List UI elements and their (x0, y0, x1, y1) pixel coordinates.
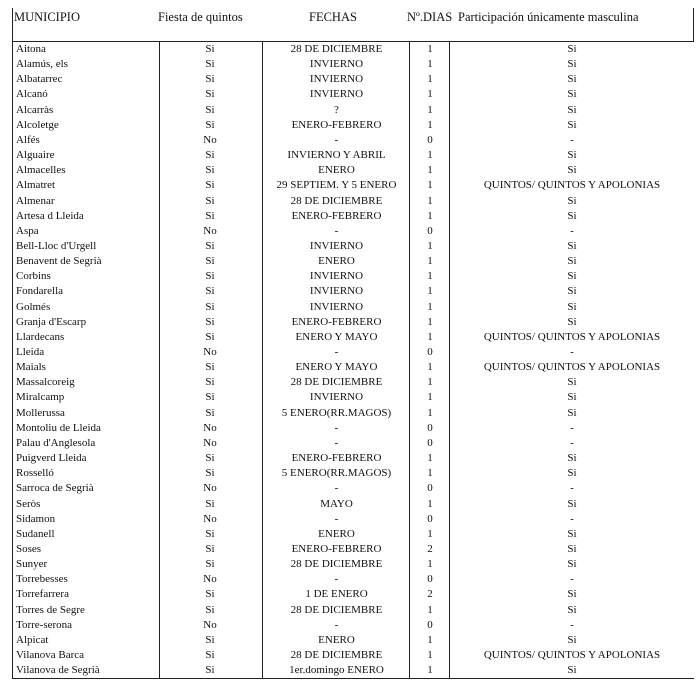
municipio-cell: Artesa d Lleida (16, 209, 84, 222)
municipio-cell: Montoliu de Lleida (16, 421, 101, 434)
municipio-cell: Rosselló (16, 467, 54, 480)
fiesta-cell: Si (205, 406, 215, 419)
fiesta-cell: Si (205, 558, 215, 571)
table-row (0, 284, 700, 299)
dias-cell: 0 (427, 482, 433, 495)
dias-cell: 0 (427, 436, 433, 449)
fiesta-cell: Si (205, 73, 215, 86)
participacion-cell: - (570, 512, 574, 525)
table-row (0, 663, 700, 678)
participacion-cell: Si (567, 285, 577, 298)
table-row (0, 103, 700, 118)
fiesta-cell: No (203, 346, 217, 358)
dias-cell: 1 (427, 330, 433, 343)
dias-cell: 1 (427, 270, 433, 283)
participacion-cell: QUINTOS/ QUINTOS Y APOLONIAS (483, 361, 661, 374)
fiesta-cell: Si (205, 149, 215, 162)
dias-cell: 1 (427, 497, 433, 510)
fiesta-cell: No (203, 133, 217, 146)
table-row (0, 42, 700, 57)
fechas-cell: 28 DE DICIEMBRE (290, 649, 383, 661)
table-row (0, 345, 700, 360)
fiesta-cell: No (203, 482, 217, 495)
fechas-cell: - (334, 573, 339, 586)
participacion-cell: Si (567, 194, 577, 207)
fechas-cell: ENERO-FEBRERO (291, 118, 382, 131)
municipio-cell: Torrebesses (16, 573, 68, 586)
participacion-cell: Si (567, 588, 577, 601)
municipio-cell: Aitona (16, 43, 46, 55)
fechas-cell: 28 DE DICIEMBRE (290, 43, 383, 55)
participacion-cell: Si (567, 164, 577, 177)
fechas-cell: - (334, 346, 339, 358)
fechas-cell: - (334, 436, 339, 449)
fiesta-cell: Si (205, 361, 215, 374)
participacion-cell: Si (567, 300, 577, 313)
table-row (0, 603, 700, 618)
fechas-cell: INVIERNO (309, 300, 364, 313)
municipio-cell: Alcoletge (16, 118, 59, 131)
fiesta-cell: Si (205, 209, 215, 222)
fechas-cell: 28 DE DICIEMBRE (290, 558, 383, 571)
municipio-cell: Almatret (16, 179, 56, 192)
participacion-cell: Si (567, 270, 577, 283)
participacion-cell: Si (567, 43, 577, 55)
dias-cell: 1 (427, 164, 433, 177)
dias-cell: 1 (427, 633, 433, 646)
participacion-cell: QUINTOS/ QUINTOS Y APOLONIAS (483, 179, 661, 192)
fiesta-cell: Si (205, 194, 215, 207)
dias-cell: 1 (427, 209, 433, 222)
fechas-cell: ? (334, 103, 339, 116)
table-row (0, 466, 700, 481)
municipio-cell: Palau d'Anglesola (16, 436, 96, 449)
fechas-cell: ENERO (318, 164, 355, 177)
fiesta-cell: Si (205, 452, 215, 465)
fechas-cell: - (334, 512, 339, 525)
dias-cell: 1 (427, 649, 433, 661)
table-row (0, 194, 700, 209)
dias-cell: 0 (427, 421, 433, 434)
fiesta-cell: Si (205, 664, 215, 677)
fiesta-cell: Si (205, 603, 215, 616)
dias-cell: 1 (427, 194, 433, 207)
dias-cell: 1 (427, 43, 433, 55)
header-municipio: MUNICIPIO (14, 10, 80, 24)
fiesta-cell: Si (205, 467, 215, 480)
participacion-cell: Si (567, 209, 577, 222)
header-fiesta: Fiesta de quintos (158, 10, 243, 24)
participacion-cell: - (570, 133, 574, 146)
municipio-cell: Massalcoreig (16, 376, 75, 389)
table-row (0, 633, 700, 648)
municipio-cell: Benavent de Segrià (16, 255, 102, 268)
municipio-cell: Alpicat (16, 633, 49, 646)
fechas-cell: INVIERNO (309, 285, 364, 298)
fiesta-cell: Si (205, 497, 215, 510)
participacion-cell: - (570, 573, 574, 586)
participacion-cell: - (570, 224, 574, 237)
fechas-cell: 1er.domingo ENERO (289, 664, 384, 677)
participacion-cell: Si (567, 73, 577, 86)
municipio-cell: Alcanó (16, 88, 48, 101)
fechas-cell: ENERO-FEBRERO (291, 315, 382, 328)
municipio-cell: Sarroca de Segrià (16, 482, 94, 495)
municipio-cell: Granja d'Escarp (16, 315, 87, 328)
municipio-cell: Almenar (16, 194, 55, 207)
municipio-cell: Alamús, els (16, 58, 68, 71)
dias-cell: 1 (427, 527, 433, 540)
fechas-cell: 5 ENERO(RR.MAGOS) (281, 467, 392, 480)
fiesta-cell: No (203, 436, 217, 449)
fiesta-cell: No (203, 421, 217, 434)
table-row (0, 72, 700, 87)
participacion-cell: Si (567, 603, 577, 616)
municipio-cell: Mollerussa (16, 406, 65, 419)
municipio-cell: Corbins (16, 270, 51, 283)
participacion-cell: Si (567, 88, 577, 101)
table-row (0, 87, 700, 102)
municipio-cell: Torrefarrera (16, 588, 69, 601)
dias-cell: 1 (427, 255, 433, 268)
dias-cell: 0 (427, 133, 433, 146)
fechas-cell: ENERO (318, 633, 355, 646)
table-row (0, 300, 700, 315)
table-row (0, 512, 700, 527)
table-row (0, 148, 700, 163)
table-row (0, 315, 700, 330)
dias-cell: 1 (427, 149, 433, 162)
dias-cell: 1 (427, 391, 433, 404)
header-dias: Nº.DIAS (407, 10, 453, 24)
fiesta-cell: No (203, 224, 217, 237)
table-row (0, 163, 700, 178)
dias-cell: 1 (427, 88, 433, 101)
fiesta-cell: Si (205, 43, 215, 55)
fiesta-cell: Si (205, 542, 215, 555)
fiesta-cell: Si (205, 88, 215, 101)
participacion-cell: Si (567, 542, 577, 555)
fechas-cell: INVIERNO (309, 239, 364, 252)
dias-cell: 1 (427, 73, 433, 86)
table-row (0, 618, 700, 633)
table-row (0, 572, 700, 587)
municipio-cell: Almacelles (16, 164, 66, 177)
participacion-cell: - (570, 421, 574, 434)
municipio-cell: Torre-serona (16, 618, 73, 631)
table-row (0, 330, 700, 345)
dias-cell: 1 (427, 300, 433, 313)
dias-cell: 1 (427, 179, 433, 192)
municipio-cell: Vilanova Barca (16, 649, 85, 661)
dias-cell: 2 (427, 542, 433, 555)
table-row (0, 118, 700, 133)
participacion-cell: Si (567, 58, 577, 71)
table-row (0, 269, 700, 284)
table-row (0, 557, 700, 572)
table-row (0, 542, 700, 557)
municipio-cell: Fondarella (16, 285, 64, 298)
table-row (0, 209, 700, 224)
fechas-cell: 28 DE DICIEMBRE (290, 603, 383, 616)
fechas-cell: 28 DE DICIEMBRE (290, 194, 383, 207)
table-row (0, 587, 700, 602)
fechas-cell: - (334, 224, 339, 237)
table-row (0, 254, 700, 269)
participacion-cell: Si (567, 149, 577, 162)
header-fechas: FECHAS (309, 10, 357, 24)
municipio-cell: Albatarrec (16, 73, 63, 86)
participacion-cell: Si (567, 633, 577, 646)
municipio-cell: Soses (16, 542, 42, 555)
table-row (0, 375, 700, 390)
fechas-cell: - (334, 482, 339, 495)
fechas-cell: 1 DE ENERO (305, 588, 368, 601)
fiesta-cell: No (203, 573, 217, 586)
participacion-cell: - (570, 618, 574, 631)
municipio-cell: Seròs (16, 497, 41, 510)
fiesta-cell: Si (205, 58, 215, 71)
dias-cell: 0 (427, 346, 433, 358)
participacion-cell: Si (567, 315, 577, 328)
participacion-cell: Si (567, 558, 577, 571)
fiesta-cell: Si (205, 103, 215, 116)
municipio-cell: Bell-Lloc d'Urgell (16, 239, 97, 252)
table-row (0, 406, 700, 421)
municipio-cell: Alfés (16, 133, 40, 146)
dias-cell: 1 (427, 558, 433, 571)
fechas-cell: INVIERNO (309, 73, 364, 86)
table-row (0, 481, 700, 496)
municipio-cell: Alcarràs (16, 103, 54, 116)
participacion-cell: Si (567, 118, 577, 131)
municipio-cell: Alguaire (16, 149, 55, 162)
dias-cell: 1 (427, 467, 433, 480)
fiesta-cell: Si (205, 315, 215, 328)
table-row (0, 360, 700, 375)
participacion-cell: Si (567, 239, 577, 252)
fiesta-cell: Si (205, 300, 215, 313)
table-row (0, 57, 700, 72)
participacion-cell: Si (567, 391, 577, 404)
header-participacion: Participación únicamente masculina (458, 10, 639, 24)
dias-cell: 1 (427, 58, 433, 71)
fiesta-cell: Si (205, 285, 215, 298)
dias-cell: 1 (427, 103, 433, 116)
fechas-cell: MAYO (320, 497, 353, 510)
participacion-cell: - (570, 436, 574, 449)
fechas-cell: INVIERNO (309, 391, 364, 404)
fiesta-cell: No (203, 618, 217, 631)
participacion-cell: Si (567, 497, 577, 510)
fiesta-cell: Si (205, 179, 215, 192)
table-row (0, 239, 700, 254)
municipio-cell: Lleida (16, 346, 45, 358)
fechas-cell: 29 SEPTIEM. Y 5 ENERO (276, 179, 397, 192)
table-row (0, 451, 700, 466)
fechas-cell: INVIERNO (309, 270, 364, 283)
municipio-cell: Maials (16, 361, 46, 374)
participacion-cell: QUINTOS/ QUINTOS Y APOLONIAS (483, 330, 661, 343)
fiesta-cell: Si (205, 255, 215, 268)
participacion-cell: Si (567, 664, 577, 677)
dias-cell: 0 (427, 512, 433, 525)
participacion-cell: Si (567, 103, 577, 116)
fechas-cell: INVIERNO (309, 58, 364, 71)
municipio-cell: Miralcamp (16, 391, 65, 404)
table-row (0, 178, 700, 193)
participacion-cell: Si (567, 467, 577, 480)
dias-cell: 1 (427, 118, 433, 131)
fiesta-cell: Si (205, 649, 215, 661)
dias-cell: 1 (427, 285, 433, 298)
table-row (0, 527, 700, 542)
fiesta-cell: Si (205, 164, 215, 177)
table-row (0, 390, 700, 405)
dias-cell: 1 (427, 664, 433, 677)
municipio-cell: Golmés (16, 300, 51, 313)
participacion-cell: Si (567, 452, 577, 465)
table-row (0, 648, 700, 663)
dias-cell: 0 (427, 573, 433, 586)
municipio-cell: Puigverd Lleida (16, 452, 87, 465)
fiesta-cell: Si (205, 239, 215, 252)
fiesta-cell: Si (205, 270, 215, 283)
fechas-cell: ENERO Y MAYO (295, 330, 378, 343)
participacion-cell: Si (567, 255, 577, 268)
fechas-cell: 5 ENERO(RR.MAGOS) (281, 406, 392, 419)
fiesta-cell: Si (205, 633, 215, 646)
municipio-cell: Sudanell (16, 527, 55, 540)
participacion-cell: - (570, 346, 574, 358)
table-row (0, 224, 700, 239)
fechas-cell: 28 DE DICIEMBRE (290, 376, 383, 389)
municipio-cell: Torres de Segre (16, 603, 85, 616)
fiesta-cell: Si (205, 391, 215, 404)
table-row (0, 497, 700, 512)
fechas-cell: - (334, 133, 339, 146)
fechas-cell: ENERO-FEBRERO (291, 452, 382, 465)
dias-cell: 1 (427, 406, 433, 419)
municipio-cell: Llardecans (16, 330, 65, 343)
fiesta-cell: Si (205, 588, 215, 601)
participacion-cell: Si (567, 376, 577, 389)
municipio-cell: Vilanova de Segrià (16, 664, 100, 677)
dias-cell: 1 (427, 603, 433, 616)
dias-cell: 1 (427, 452, 433, 465)
fiesta-cell: Si (205, 330, 215, 343)
participacion-cell: QUINTOS/ QUINTOS Y APOLONIAS (483, 649, 661, 661)
dias-cell: 1 (427, 315, 433, 328)
table-row (0, 133, 700, 148)
fechas-cell: ENERO-FEBRERO (291, 209, 382, 222)
dias-cell: 1 (427, 239, 433, 252)
municipio-cell: Sunyer (16, 558, 48, 571)
fechas-cell: ENERO (318, 527, 355, 540)
table-row (0, 436, 700, 451)
fechas-cell: INVIERNO Y ABRIL (287, 149, 386, 162)
municipio-cell: Sidamon (16, 512, 56, 525)
participacion-cell: Si (567, 406, 577, 419)
fechas-cell: - (334, 421, 339, 434)
fiesta-cell: No (203, 512, 217, 525)
fechas-cell: INVIERNO (309, 88, 364, 101)
fiesta-cell: Si (205, 118, 215, 131)
dias-cell: 1 (427, 361, 433, 374)
dias-cell: 0 (427, 224, 433, 237)
dias-cell: 1 (427, 376, 433, 389)
dias-cell: 2 (427, 588, 433, 601)
participacion-cell: - (570, 482, 574, 495)
fechas-cell: ENERO (318, 255, 355, 268)
fiesta-cell: Si (205, 527, 215, 540)
fiesta-cell: Si (205, 376, 215, 389)
municipio-cell: Aspa (16, 224, 39, 237)
table-row (0, 421, 700, 436)
fechas-cell: ENERO-FEBRERO (291, 542, 382, 555)
fechas-cell: - (334, 618, 339, 631)
participacion-cell: Si (567, 527, 577, 540)
fechas-cell: ENERO Y MAYO (295, 361, 378, 374)
dias-cell: 0 (427, 618, 433, 631)
